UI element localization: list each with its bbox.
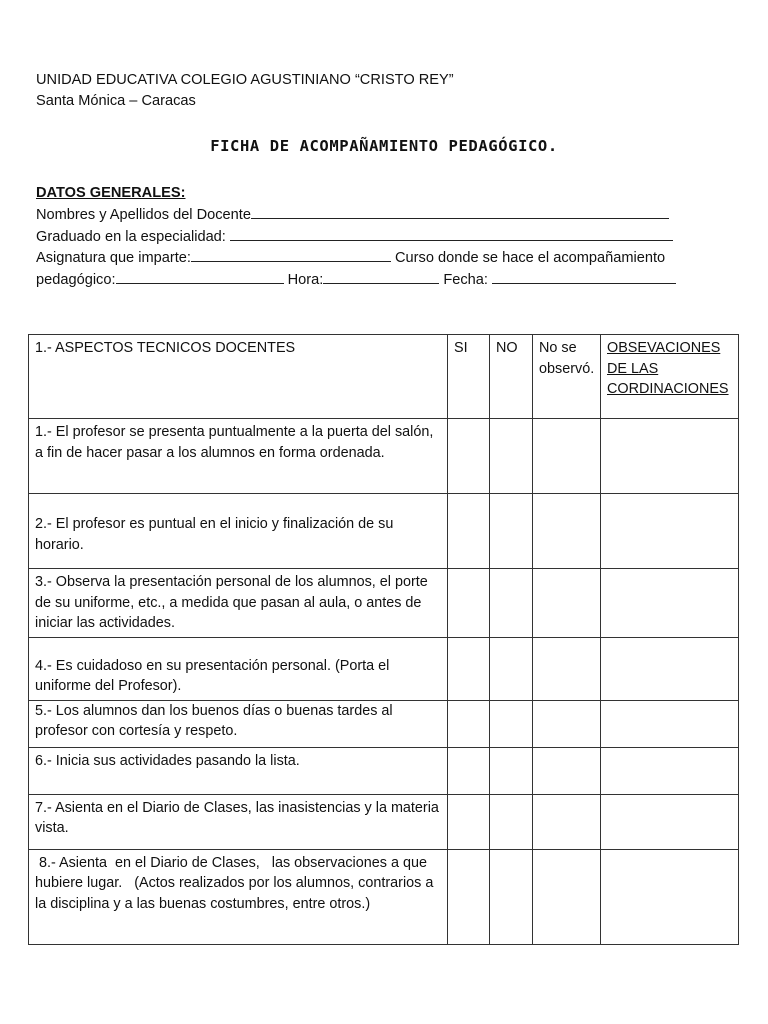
- item-text: 6.- Inicia sus actividades pasando la lista.: [29, 747, 448, 794]
- section-title: 1.- ASPECTOS TECNICOS DOCENTES: [29, 335, 448, 419]
- observations-cell[interactable]: [601, 747, 739, 794]
- document-title: FICHA DE ACOMPAÑAMIENTO PEDAGÓGICO.: [210, 137, 558, 155]
- subject-line: [36, 247, 676, 269]
- hour-field[interactable]: [323, 269, 439, 284]
- column-no: NO: [490, 335, 533, 419]
- date-field[interactable]: [492, 269, 676, 284]
- not-observed-cell[interactable]: [533, 494, 601, 569]
- item-text: 3.- Observa la presentación personal de los alumnos, el porte de su uniforme, etc., a medida que pasan al aula, o antes de iniciar las actividades.: [29, 569, 448, 638]
- hour-label: Hora:: [283, 272, 324, 289]
- no-cell[interactable]: [490, 637, 533, 700]
- course-field[interactable]: [116, 269, 284, 284]
- no-cell[interactable]: [490, 747, 533, 794]
- no-cell[interactable]: [490, 494, 533, 569]
- technical-aspects-table: [28, 334, 739, 945]
- si-cell[interactable]: [448, 494, 490, 569]
- specialty-line: [36, 226, 676, 248]
- teacher-name-field[interactable]: [251, 204, 669, 219]
- table-row: [29, 419, 739, 494]
- specialty-field[interactable]: [230, 226, 673, 241]
- pedagogic-line: [36, 269, 676, 291]
- not-observed-cell[interactable]: [533, 569, 601, 638]
- table-row: [29, 637, 739, 700]
- item-text: 4.- Es cuidadoso en su presentación personal. (Porta el uniforme del Profesor).: [29, 637, 448, 700]
- item-text: 1.- El profesor se presenta puntualmente a la puerta del salón, a fin de hacer pasar a los alumnos en forma ordenada.: [29, 419, 448, 494]
- observations-cell[interactable]: [601, 419, 739, 494]
- column-observations: OBSEVACIONES DE LAS CORDINACIONES: [601, 335, 739, 419]
- si-cell[interactable]: [448, 637, 490, 700]
- general-data-section: [36, 183, 676, 291]
- si-cell[interactable]: [448, 849, 490, 944]
- table-header-row: [29, 335, 739, 419]
- school-location: Santa Mónica – Caracas: [36, 93, 196, 109]
- item-text: 7.- Asienta en el Diario de Clases, las inasistencias y la materia vista.: [29, 794, 448, 849]
- table-row: [29, 747, 739, 794]
- si-cell[interactable]: [448, 747, 490, 794]
- teacher-name-label: Nombres y Apellidos del Docente: [36, 206, 251, 223]
- school-name: UNIDAD EDUCATIVA COLEGIO AGUSTINIANO “CRISTO REY”: [36, 72, 454, 88]
- school-header: [36, 70, 454, 112]
- no-cell[interactable]: [490, 849, 533, 944]
- course-label: Curso donde se hace el acompañamiento: [390, 250, 666, 267]
- not-observed-cell[interactable]: [533, 637, 601, 700]
- item-text: 8.- Asienta en el Diario de Clases, las observaciones a que hubiere lugar. (Actos realizados por los alumnos, contrarios a la disciplina y a las buenas costumbres, entre otros.): [29, 849, 448, 944]
- column-not-observed: No se observó.: [533, 335, 601, 419]
- si-cell[interactable]: [448, 700, 490, 747]
- observations-cell[interactable]: [601, 494, 739, 569]
- si-cell[interactable]: [448, 569, 490, 638]
- not-observed-cell[interactable]: [533, 419, 601, 494]
- item-text: 2.- El profesor es puntual en el inicio y finalización de su horario.: [29, 494, 448, 569]
- specialty-label: Graduado en la especialidad:: [36, 228, 230, 245]
- table-row: [29, 794, 739, 849]
- observations-cell[interactable]: [601, 637, 739, 700]
- observations-cell[interactable]: [601, 794, 739, 849]
- observations-cell[interactable]: [601, 569, 739, 638]
- not-observed-cell[interactable]: [533, 794, 601, 849]
- subject-label: Asignatura que imparte:: [36, 250, 191, 267]
- teacher-name-line: [36, 204, 676, 226]
- observations-cell[interactable]: [601, 700, 739, 747]
- observations-cell[interactable]: [601, 849, 739, 944]
- not-observed-cell[interactable]: [533, 700, 601, 747]
- date-label: Fecha:: [439, 272, 493, 289]
- not-observed-cell[interactable]: [533, 849, 601, 944]
- table-row: [29, 700, 739, 747]
- table-row: [29, 494, 739, 569]
- subject-field[interactable]: [191, 247, 391, 262]
- not-observed-cell[interactable]: [533, 747, 601, 794]
- no-cell[interactable]: [490, 700, 533, 747]
- pedagogic-label: pedagógico:: [36, 272, 116, 289]
- table-row: [29, 849, 739, 944]
- no-cell[interactable]: [490, 794, 533, 849]
- column-si: SI: [448, 335, 490, 419]
- item-text: 5.- Los alumnos dan los buenos días o buenas tardes al profesor con cortesía y respeto.: [29, 700, 448, 747]
- table-row: [29, 569, 739, 638]
- no-cell[interactable]: [490, 419, 533, 494]
- si-cell[interactable]: [448, 419, 490, 494]
- general-data-heading: DATOS GENERALES:: [36, 185, 186, 201]
- si-cell[interactable]: [448, 794, 490, 849]
- no-cell[interactable]: [490, 569, 533, 638]
